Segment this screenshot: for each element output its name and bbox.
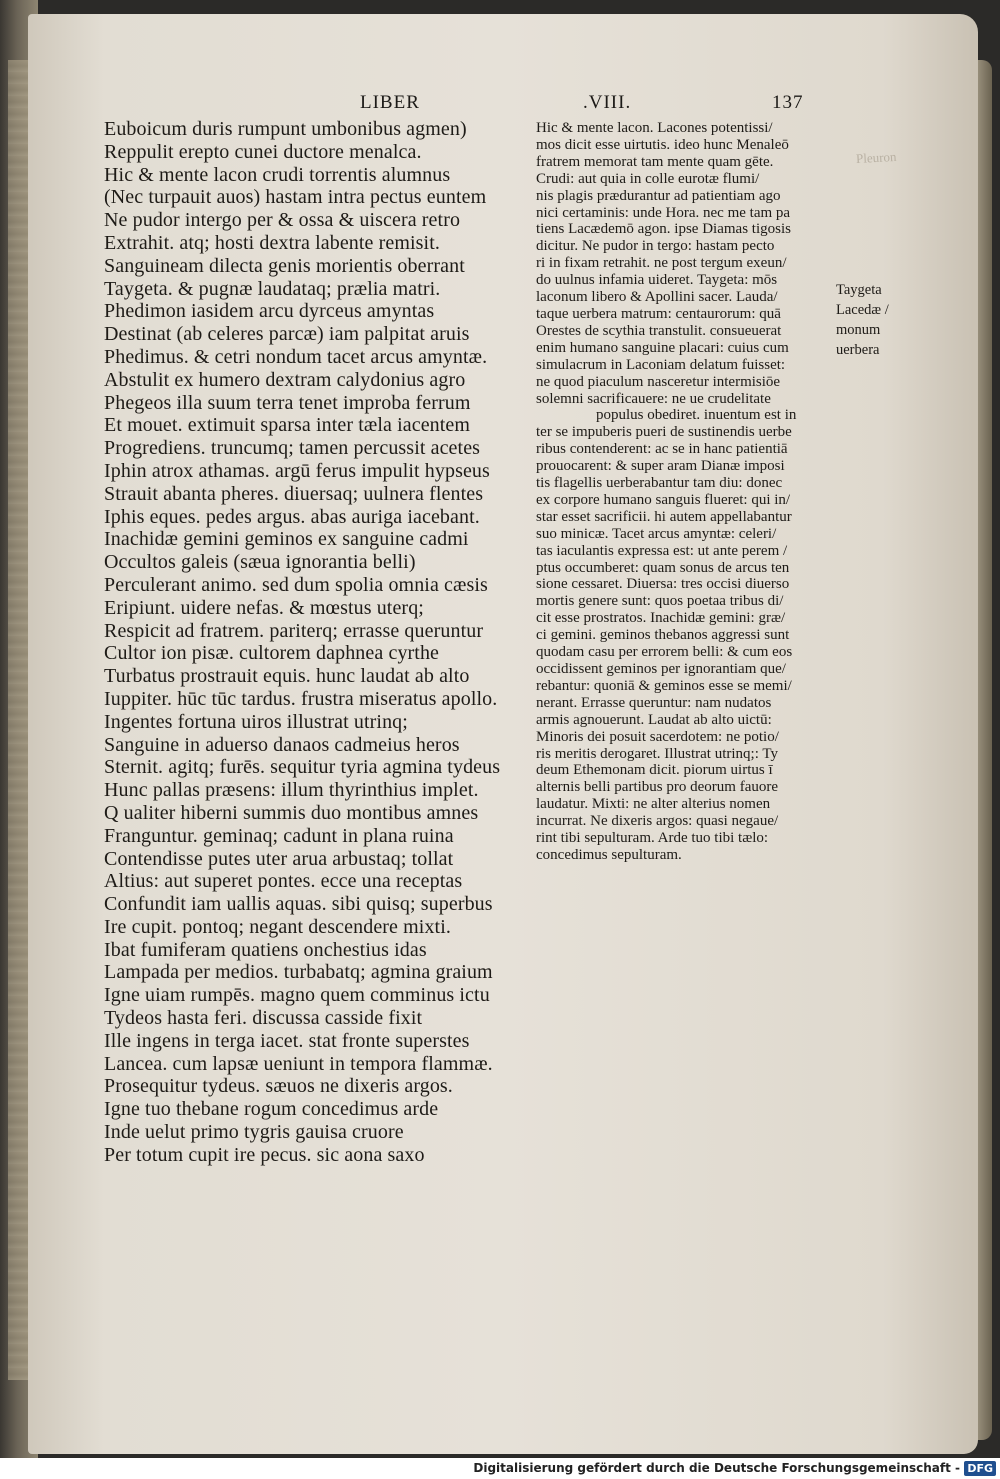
verse-line: Inde uelut primo tygris gauisa cruore	[104, 1121, 404, 1144]
marginal-notes	[836, 280, 916, 360]
main-verse-column	[104, 118, 524, 1167]
commentary-line: deum Ethemonam dicit. piorum uirtus ī	[536, 762, 773, 779]
verse-line: Iphin atrox athamas. argū ferus impulit hypseus	[104, 459, 490, 482]
margin-note: monum	[836, 322, 881, 338]
commentary-line: tis flagellis uerberabantur tam diu: donec	[536, 475, 783, 492]
running-head-right: .VIII.	[583, 92, 632, 113]
verse-line: Inachidæ gemini geminos ex sanguine cadmi	[104, 528, 469, 551]
commentary-line: tas iaculantis expressa est: ut ante perem /	[536, 542, 788, 559]
commentary-line: populus obediret. inuentum est in	[596, 407, 797, 424]
verse-line: Lampada per medios. turbabatq; agmina graium	[104, 961, 493, 984]
commentary-line: sione cessaret. Diuersa: tres occisi diuerso	[536, 576, 790, 593]
verse-line: Abstulit ex humero dextram calydonius agro	[104, 368, 466, 391]
commentary-line: rint tibi sepulturam. Arde tuo tibi tælo:	[536, 830, 769, 847]
commentary-line: do uulnus infamia uideret. Taygeta: mōs	[536, 272, 778, 289]
verse-line: Ne pudor intergo per & ossa & uiscera retro	[104, 209, 461, 232]
verse-line: Euboicum duris rumpunt umbonibus agmen)	[104, 118, 467, 140]
digitization-footer	[0, 1458, 1000, 1479]
verse-line: Igne uiam rumpēs. magno quem comminus ictu	[104, 984, 490, 1007]
verse-line: Reppulit erepto cunei ductore menalca.	[104, 140, 422, 163]
commentary-line: laconum libero & Apollini sacer. Lauda/	[536, 289, 778, 306]
verse-line: Hic & mente lacon crudi torrentis alumnus	[104, 163, 451, 186]
commentary-line: armis agnouerunt. Laudat ab alto uictū:	[536, 711, 772, 728]
margin-note: Taygeta	[836, 282, 882, 298]
commentary-line: Hic & mente lacon. Lacones potentissi/	[536, 120, 773, 136]
commentary-line: ex corpore humano sanguis flueret: qui in/	[536, 491, 791, 508]
verse-line: Ille ingens in terga iacet. stat fronte superstes	[104, 1029, 470, 1052]
commentary-line: incurrat. Ne dixeris argos: quasi negaue/	[536, 813, 779, 830]
commentary-line: prouocarent: & super aram Dianæ imposi	[536, 458, 785, 475]
commentary-line: alternis belli partibus pro deorum fauore	[536, 779, 779, 796]
verse-line: Turbatus prostrauit equis. hunc laudat ab alto	[104, 665, 470, 688]
commentary-line: ribus contenderent: ac se in hanc patientiā	[536, 441, 788, 458]
commentary-line: concedimus sepulturam.	[536, 846, 682, 863]
verse-line: Hunc pallas præsens: illum thyrinthius implet.	[104, 779, 479, 802]
commentary-line: mos dicit esse uirtutis. ideo hunc Menaleō	[536, 136, 789, 153]
commentary-line: occidissent geminos per ignorantiam que/	[536, 661, 786, 677]
margin-note: Lacedæ /	[836, 302, 889, 318]
commentary-column	[536, 120, 836, 864]
commentary-line: laudatur. Mixti: ne alter alterius nomen	[536, 796, 771, 813]
verse-line: Sternit. agitq; furēs. sequitur tyria agmina tydeus	[104, 756, 501, 779]
verse-line: Igne tuo thebane rogum concedimus arde	[104, 1098, 439, 1121]
commentary-line: taque uerbera matrum: centaurorum: quā	[536, 305, 781, 322]
verse-line: Cultor ion pisæ. cultorem daphnea cyrthe	[104, 642, 440, 665]
verse-line: Phedimus. & cetri nondum tacet arcus amyntæ.	[104, 345, 488, 368]
verse-line: Phedimon iasidem arcu dyrceus amyntas	[104, 300, 435, 323]
commentary-line: Crudi: aut quia in colle eurotæ flumi/	[536, 170, 760, 187]
commentary-line: ri in fixam retrahit. ne post tergum exeun/	[536, 255, 787, 272]
verse-line: Sanguine in aduerso danaos cadmeius heros	[104, 733, 460, 756]
commentary-line: ptus occumberet: quam sonus de arcus ten	[536, 559, 790, 576]
verse-line: Progrediens. truncumq; tamen percussit acetes	[104, 437, 481, 460]
verse-line: Eripiunt. uidere nefas. & mœstus uterq;	[104, 596, 424, 619]
folio-number: 137	[772, 92, 804, 113]
commentary-line: Minoris dei posuit sacerdotem: ne potio/	[536, 728, 779, 745]
verse-line: Ibat fumiferam quatiens onchestius idas	[104, 938, 427, 961]
commentary-line: ci gemini. geminos thebanos aggressi sunt	[536, 627, 790, 644]
verse-line: Phegeos illa suum terra tenet improba ferrum	[104, 391, 471, 414]
dfg-logo: DFG	[964, 1461, 996, 1476]
commentary-line: ne quod piaculum nasceretur intermisiōe	[536, 373, 781, 390]
commentary-line: quodam casu per errorem belli: & cum eos	[536, 644, 793, 661]
margin-note: uerbera	[836, 342, 880, 358]
verse-line: Prosequitur tydeus. sæuos ne dixeris argos.	[104, 1075, 453, 1098]
running-header	[0, 92, 1000, 116]
commentary-line: mortis genere sunt: quos poetaa tribus di/	[536, 593, 784, 610]
verse-line: Occultos galeis (sæua ignorantia belli)	[104, 551, 416, 574]
commentary-line: cit esse prostratos. Inachidæ gemini: græ/	[536, 610, 786, 627]
commentary-line: nerant. Errasse queruntur: nam nudatos	[536, 694, 772, 711]
verse-line: Per totum cupit ire pecus. sic aona saxo	[104, 1143, 425, 1166]
commentary-line: ter se impuberis pueri de sustinendis uerbe	[536, 424, 792, 441]
commentary-line: ris meritis derogaret. Illustrat utrinq;: Ty	[536, 745, 778, 762]
commentary-line: rebantur: quoniā & geminos esse se memi/	[536, 677, 792, 694]
verse-line: Contendisse putes uter arua arbustaq; tollat	[104, 847, 454, 870]
commentary-line: star esset sacrificii. hi autem appellabantur	[536, 508, 792, 525]
commentary-line: enim humano sanguine placari: cuius cum	[536, 339, 789, 356]
verse-line: Tydeos hasta feri. discussa casside fixit	[104, 1007, 423, 1030]
verse-line: Respicit ad fratrem. pariterq; errasse queruntur	[104, 619, 484, 642]
commentary-line: simulacrum in Laconiam delatum fuisset:	[536, 356, 786, 373]
bleed-through-text: Pleuron	[855, 148, 897, 167]
facing-page-strip	[8, 60, 30, 1380]
commentary-line: Orestes de scythia transtulit. consueuerat	[536, 322, 782, 339]
verse-line: Perculerant animo. sed dum spolia omnia cæsis	[104, 573, 488, 596]
running-head-left: LIBER	[360, 92, 420, 113]
commentary-line: dicitur. Ne pudor in tergo: hastam pecto	[536, 238, 775, 255]
commentary-line: nici certaminis: unde Hora. nec me tam pa	[536, 204, 791, 221]
verse-line: Extrahit. atq; hosti dextra labente remisit.	[104, 231, 440, 254]
verse-line: Et mouet. extimuit sparsa inter tæla iacentem	[104, 414, 471, 437]
verse-line: Ingentes fortuna uiros illustrat utrinq;	[104, 710, 408, 733]
verse-line: Strauit abanta pheres. diuersaq; uulnera flentes	[104, 482, 484, 505]
verse-line: Taygeta. & pugnæ laudataq; prælia matri.	[104, 277, 441, 300]
verse-line: Q ualiter hiberni summis duo montibus amnes	[104, 801, 479, 824]
verse-line: Ire cupit. pontoq; negant descendere mixti.	[104, 915, 451, 938]
commentary-line: tiens Lacædemō agon. ipse Diamas tigosis	[536, 221, 791, 238]
commentary-line: nis plagis prædurantur ad patientiam ago	[536, 187, 781, 204]
verse-line: Iuppiter. hūc tūc tardus. frustra miseratus apollo.	[104, 687, 498, 710]
verse-line: Confundit iam uallis aquas. sibi quisq; superbus	[104, 893, 493, 916]
verse-line: Franguntur. geminaq; cadunt in plana ruina	[104, 824, 454, 847]
verse-line: (Nec turpauit auos) hastam intra pectus euntem	[104, 186, 487, 209]
verse-line: Destinat (ab celeres parcæ) iam palpitat aruis	[104, 323, 470, 346]
verse-line: Altius: aut superet pontes. ecce una receptas	[104, 870, 463, 893]
verse-line: Lancea. cum lapsæ ueniunt in tempora flammæ.	[104, 1052, 493, 1075]
commentary-line: solemni sacrificauere: ne ue crudelitate	[536, 390, 771, 407]
verse-line: Sanguineam dilecta genis morientis oberrant	[104, 254, 465, 277]
verse-line: Iphis eques. pedes argus. abas auriga iacebant.	[104, 505, 480, 528]
commentary-line: fratrem memorat tam mente quam gēte.	[536, 153, 774, 170]
commentary-line: suo minicæ. Tacet arcus amyntæ: celeri/	[536, 525, 777, 542]
footer-caption: Digitalisierung gefördert durch die Deutsche Forschungsgemeinschaft -	[473, 1461, 960, 1475]
